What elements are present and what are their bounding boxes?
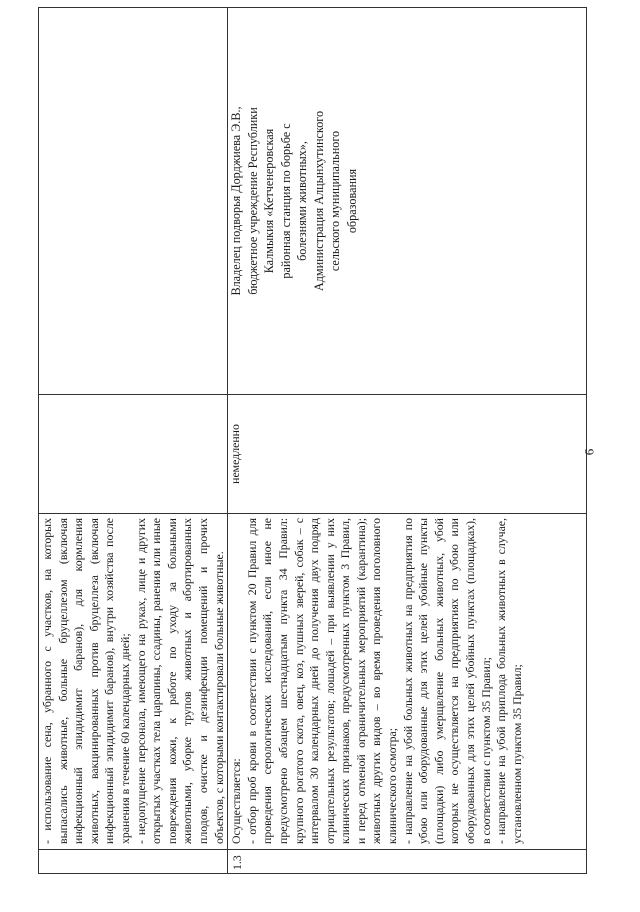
description-line: интервалом 30 календарных дней до получения двух подряд bbox=[307, 518, 322, 844]
row-description bbox=[39, 514, 228, 850]
description-line: и перед отменой ограничительных мероприятий (карантина); bbox=[353, 518, 368, 844]
description-line: плодов, очистке и дезинфекции помещений и прочих bbox=[195, 518, 210, 844]
description-line: - использование сена, убранного с участков, на которых bbox=[40, 518, 54, 844]
row-term bbox=[39, 395, 228, 514]
page-number: 6 bbox=[581, 448, 597, 456]
row-number: 1.3 bbox=[228, 850, 587, 874]
responsible-line: Администрация Алцынхутинского bbox=[311, 110, 326, 292]
description-line: - направление на убой больных животных на предприятия по bbox=[400, 518, 415, 844]
row-responsible bbox=[39, 8, 228, 395]
row-responsible bbox=[228, 8, 587, 395]
description-line: объектов, с которыми контактировали больные животные. bbox=[211, 551, 226, 844]
description-line: (площадки) либо умерщвление больных животных, убой bbox=[431, 518, 446, 844]
description-line: - отбор проб крови в соответствии с пунктом 20 Правил для bbox=[244, 518, 259, 844]
description-line: - направление на убой приплода больных животных в случае, bbox=[494, 518, 509, 844]
row-number bbox=[39, 850, 228, 874]
description-line: - недопущение персонала, имеющего на руках, лице и других bbox=[133, 518, 148, 844]
description-line: животных, вакцинированных против бруцеллеза (включая bbox=[86, 518, 101, 844]
measures-table bbox=[38, 7, 587, 874]
description-line: в соответствии с пунктом 35 Правил; bbox=[478, 657, 493, 844]
rotated-table-container bbox=[38, 36, 570, 874]
responsible-line: районная станция по борьбе с bbox=[278, 123, 293, 279]
description-line: крупного рогатого скота, овец, коз, пушных зверей, собак – с bbox=[291, 518, 306, 844]
description-line: которых не осуществляется на предприятиях по убою или bbox=[447, 518, 462, 844]
responsible-line: Калмыкия «Кетченеровская bbox=[262, 128, 277, 274]
description-line: хранения в течение 60 календарных дней; bbox=[117, 633, 132, 844]
description-line: оборудованных для этих целей убойных пунктах (площадках), bbox=[463, 518, 478, 844]
description-line: животными, уборке трупов животных и абортированных bbox=[180, 518, 195, 844]
row-term: немедленно bbox=[228, 395, 587, 514]
description-line: проведения серологических исследований, если иное не bbox=[260, 518, 275, 844]
description-line: открытых участках тела царапины, ссадины, ранения или иные bbox=[149, 518, 164, 844]
description-line: животных других видов – во время проведения поголовного bbox=[369, 518, 384, 844]
description-line: установленном пунктом 35 Правил; bbox=[509, 664, 524, 844]
responsible-line: болезнями животных», bbox=[295, 141, 310, 261]
description-line: повреждения кожи, к работе по уходу за больными bbox=[164, 518, 179, 844]
table-row bbox=[228, 8, 587, 874]
description-line: выпасались животные, больные бруцеллезом (включая bbox=[55, 518, 70, 844]
row-description bbox=[228, 514, 587, 850]
description-line: клинических признаков, предусмотренных пунктом 3 Правил, bbox=[338, 518, 353, 844]
description-line: клинического осмотра; bbox=[385, 727, 400, 844]
description-line: убою или оборудованные для этих целей убойные пункты bbox=[416, 518, 431, 844]
description-line: Осуществляется: bbox=[229, 758, 244, 844]
description-line: инфекционный эпидидимит баранов), для кормления bbox=[71, 518, 86, 844]
table-row bbox=[39, 8, 228, 874]
responsible-line: сельского муниципального bbox=[328, 130, 343, 272]
responsible-line: образования bbox=[344, 168, 359, 234]
description-line: инфекционный эпидидимит баранов), внутри хозяйства после bbox=[102, 518, 117, 844]
responsible-line: бюджетное учреждение Республики bbox=[245, 107, 260, 295]
description-line: отрицательных результатов; лошадей – при выявлении у них bbox=[322, 518, 337, 844]
description-line: предусмотрено абзацем шестнадцатым пункта 34 Правил: bbox=[275, 518, 290, 844]
responsible-line: Владелец подворья Дорджиева Э.В., bbox=[229, 106, 244, 296]
